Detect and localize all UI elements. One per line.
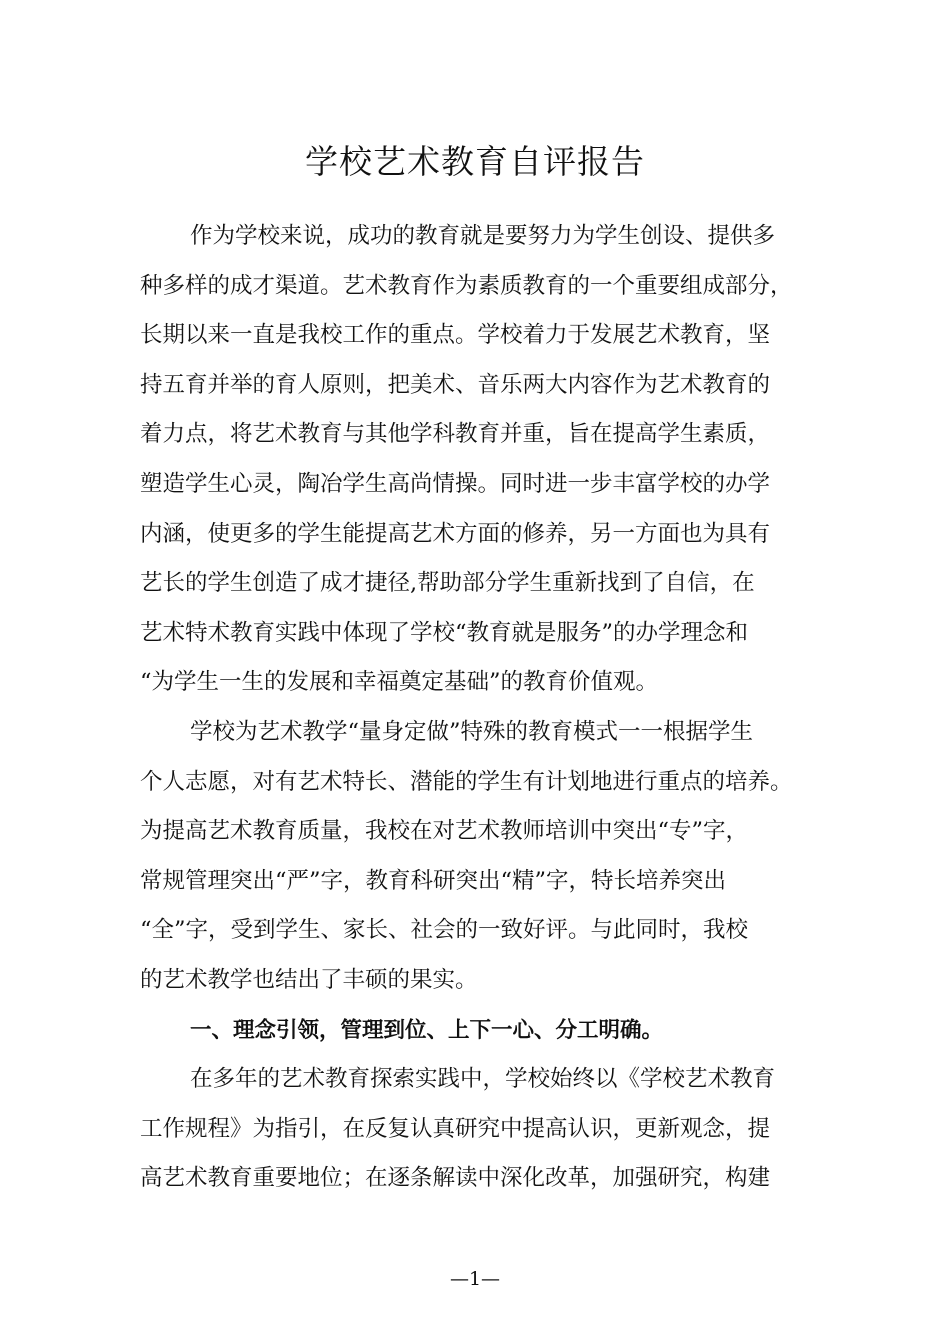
paragraph-1-line-2: 种多样的成才渠道。艺术教育作为素质教育的一个重要组成部分， [140, 272, 793, 299]
paragraph-1-line-7: 内涵，使更多的学生能提高艺术方面的修养，另一方面也为具有 [140, 520, 771, 547]
document-body [140, 212, 820, 1204]
paragraph-3-line-2: 工作规程》为指引，在反复认真研究中提高认识，更新观念，提 [140, 1115, 771, 1142]
paragraph-2-line-4: 常规管理突出“严”字，教育科研突出“精”字，特长培养突出 [140, 867, 727, 894]
paragraph-1-line-6: 塑造学生心灵，陶冶学生高尚情操。同时进一步丰富学校的办学 [140, 470, 771, 497]
paragraph-1-line-1: 作为学校来说，成功的教育就是要努力为学生创设、提供多 [190, 223, 776, 249]
paragraph-2-line-3: 为提高艺术教育质量，我校在对艺术教师培训中突出“专”字， [140, 818, 749, 845]
paragraph-1-line-3: 长期以来一直是我校工作的重点。学校着力于发展艺术教育，坚 [140, 322, 771, 349]
paragraph-3-line-3: 高艺术教育重要地位；在逐条解读中深化改革，加强研究，构建 [140, 1165, 771, 1192]
paragraph-1-line-8: 艺长的学生创造了成才捷径,帮助部分学生重新找到了自信，在 [140, 570, 755, 597]
section-heading-1: 一、理念引领，管理到位、上下一心、分工明确。 [190, 1017, 664, 1043]
document-title: 学校艺术教育自评报告 [305, 142, 645, 181]
paragraph-1-line-10: “为学生一生的发展和幸福奠定基础”的教育价值观。 [140, 669, 659, 696]
paragraph-2-line-5: “全”字，受到学生、家长、社会的一致好评。与此同时，我校 [140, 917, 749, 944]
paragraph-2-line-1: 学校为艺术教学“量身定做”特殊的教育模式一一根据学生 [190, 718, 754, 745]
paragraph-1-line-4: 持五育并举的育人原则，把美术、音乐两大内容作为艺术教育的 [140, 371, 771, 398]
page-number: —1— [449, 1268, 501, 1290]
paragraph-3-line-1: 在多年的艺术教育探索实践中，学校始终以《学校艺术教育 [190, 1066, 776, 1093]
paragraph-1-line-9: 艺术特术教育实践中体现了学校“教育就是服务”的办学理念和 [140, 619, 749, 646]
paragraph-1-line-5: 着力点，将艺术教育与其他学科教育并重，旨在提高学生素质， [140, 421, 771, 448]
paragraph-2-line-6: 的艺术教学也结出了丰硕的果实。 [140, 966, 478, 993]
paragraph-2-line-2: 个人志愿，对有艺术特长、潜能的学生有计划地进行重点的培养。 [140, 768, 793, 795]
